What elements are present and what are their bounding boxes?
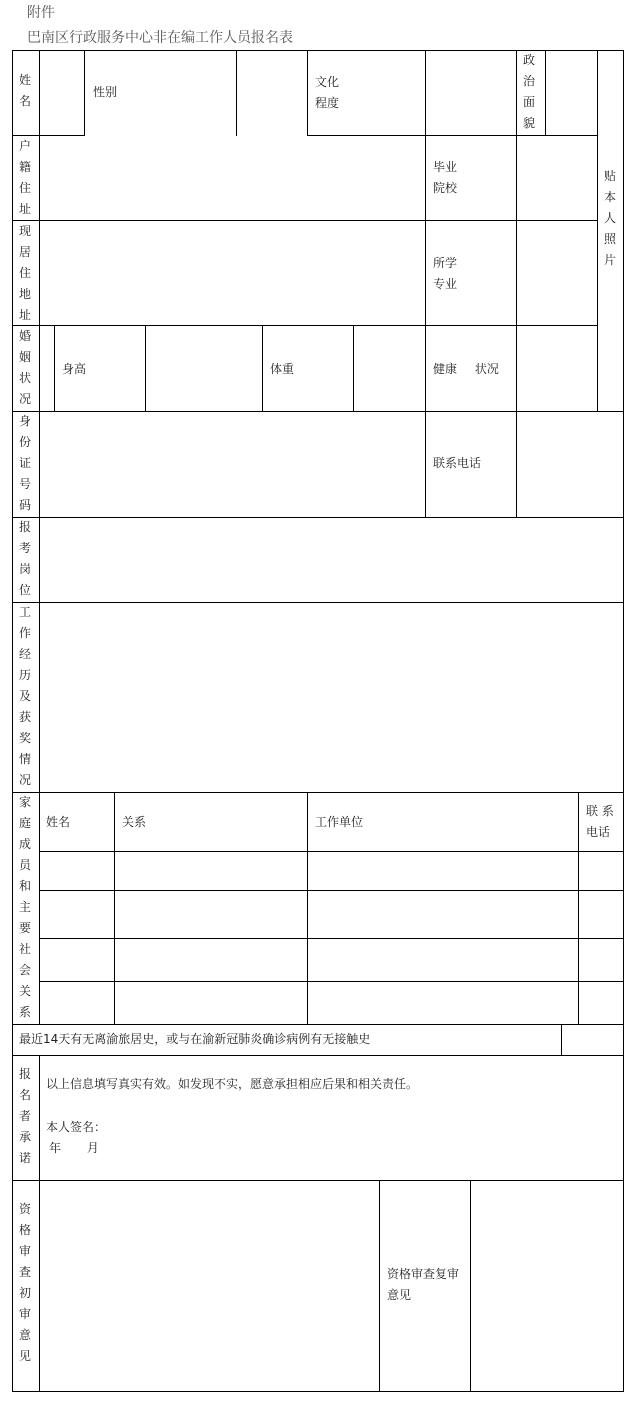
pledge-label: 报名者承诺 xyxy=(18,1067,31,1165)
school-input-cell[interactable] xyxy=(517,137,596,220)
family-work-unit-cell[interactable] xyxy=(308,852,577,889)
table-rule-v xyxy=(379,1180,380,1392)
form-title: 巴南区行政服务中心非在编工作人员报名表 xyxy=(27,30,293,46)
education-label-line2: 程度 xyxy=(315,96,340,110)
family-phone-cell[interactable] xyxy=(579,852,622,889)
applied-position-input-cell[interactable] xyxy=(40,518,622,601)
final-review-label: 资格审查复审意见 xyxy=(387,1267,460,1302)
school-label-line1: 毕业 xyxy=(433,160,458,174)
name-input-cell[interactable] xyxy=(40,52,84,135)
gender-input-cell[interactable] xyxy=(237,52,307,135)
school-label-line2: 院校 xyxy=(433,181,458,195)
family-col-phone: 联 系 电话 xyxy=(586,804,614,839)
family-relations-label: 家庭成员和主要社会关系 xyxy=(18,795,31,1019)
household-address-label: 户籍住址 xyxy=(18,139,31,216)
work-experience-input-cell[interactable] xyxy=(40,603,622,792)
major-label-line2: 专业 xyxy=(433,277,458,291)
table-rule-h xyxy=(12,1024,624,1025)
family-work-unit-cell[interactable] xyxy=(308,939,577,980)
height-input-cell[interactable] xyxy=(146,327,262,410)
major-label-line1: 所学 xyxy=(433,256,458,270)
phone-label: 联系电话 xyxy=(433,456,482,470)
table-rule-v xyxy=(12,50,13,1392)
family-phone-cell[interactable] xyxy=(579,939,622,980)
household-address-input-cell[interactable] xyxy=(40,137,424,220)
table-rule-h xyxy=(12,325,598,326)
family-col-name: 姓名 xyxy=(46,815,71,829)
family-name-cell[interactable] xyxy=(40,939,113,980)
weight-label: 体重 xyxy=(270,362,295,376)
family-col-work-unit: 工作单位 xyxy=(315,815,364,829)
table-rule-v xyxy=(470,1180,471,1392)
table-rule-h xyxy=(12,1055,624,1056)
applied-position-label: 报考岗位 xyxy=(18,520,31,597)
final-review-input-cell[interactable] xyxy=(472,1181,622,1390)
family-work-unit-cell[interactable] xyxy=(308,891,577,937)
initial-review-input-cell[interactable] xyxy=(40,1181,378,1390)
family-relation-cell[interactable] xyxy=(115,891,306,937)
family-name-cell[interactable] xyxy=(40,852,113,889)
marital-status-label: 婚姻状况 xyxy=(18,329,31,406)
table-rule-h xyxy=(12,220,598,221)
table-rule-h xyxy=(307,135,598,136)
current-address-label: 现居住地址 xyxy=(18,224,31,322)
family-relation-cell[interactable] xyxy=(115,982,306,1023)
family-phone-cell[interactable] xyxy=(579,982,622,1023)
table-rule-h xyxy=(12,792,624,793)
height-label: 身高 xyxy=(62,362,87,376)
work-experience-label: 工作经历及获奖情况 xyxy=(18,605,31,787)
political-status-input-cell[interactable] xyxy=(545,52,596,135)
health-input-cell[interactable] xyxy=(517,327,596,410)
family-work-unit-cell[interactable] xyxy=(308,982,577,1023)
family-name-cell[interactable] xyxy=(40,891,113,937)
family-relation-cell[interactable] xyxy=(115,939,306,980)
phone-input-cell[interactable] xyxy=(517,412,622,516)
table-rule-v xyxy=(84,50,85,136)
signature-label: 本人签名： xyxy=(46,1120,107,1134)
pledge-text: 以上信息填写真实有效。如发现不实，愿意承担相应后果和相关责任。 xyxy=(46,1077,419,1091)
table-rule-h xyxy=(12,1391,624,1392)
current-address-input-cell[interactable] xyxy=(40,222,424,325)
political-status-label: 政治面貌 xyxy=(522,53,535,130)
table-rule-v xyxy=(307,50,308,136)
education-label-line1: 文化 xyxy=(315,75,340,89)
family-relation-cell[interactable] xyxy=(115,852,306,889)
photo-area-label: 贴本人照片 xyxy=(603,169,616,267)
major-input-cell[interactable] xyxy=(517,222,596,325)
id-number-label: 身份证号码 xyxy=(18,414,31,512)
education-input-cell[interactable] xyxy=(426,52,515,135)
name-label: 姓名 xyxy=(18,73,31,108)
table-rule-v xyxy=(597,50,598,412)
table-rule-v xyxy=(623,50,624,1392)
family-col-relation: 关系 xyxy=(122,815,147,829)
id-number-input-cell[interactable] xyxy=(40,412,424,516)
covid-answer-cell[interactable] xyxy=(562,1025,622,1054)
family-name-cell[interactable] xyxy=(40,982,113,1023)
date-label: 年 月 xyxy=(49,1141,99,1155)
family-phone-cell[interactable] xyxy=(579,891,622,937)
table-rule-v xyxy=(262,325,263,412)
annex-label: 附件 xyxy=(27,5,55,21)
marital-status-input-cell[interactable] xyxy=(40,327,54,410)
weight-input-cell[interactable] xyxy=(354,327,424,410)
covid-question: 最近14天有无离渝旅居史，或与在渝新冠肺炎确诊病例有无接触史 xyxy=(19,1032,371,1046)
initial-review-label: 资格审查初审意见 xyxy=(18,1202,31,1363)
health-label: 健康 状况 xyxy=(433,362,499,376)
table-rule-v xyxy=(54,325,55,412)
gender-label: 性别 xyxy=(93,85,118,99)
